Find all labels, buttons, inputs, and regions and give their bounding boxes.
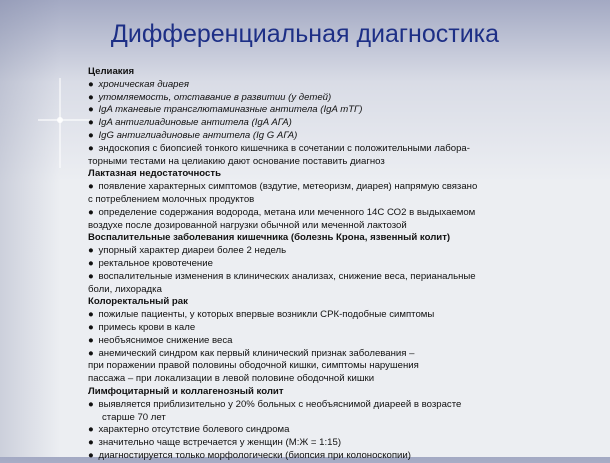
- list-item: ● определение содержания водорода, метана или меченного 14С СО2 в выдыхаемом: [88, 206, 476, 218]
- bullet-icon: ●: [88, 91, 94, 103]
- list-item: ● хроническая диарея: [88, 78, 189, 90]
- list-item: ● значительно чаще встречается у женщин (М:Ж = 1:15): [88, 437, 342, 449]
- list-item-continuation: старше 70 лет: [102, 411, 166, 423]
- list-item: ● ректальное кровотечение: [88, 257, 213, 269]
- list-item: ● выявляется приблизительно у 20% больных с необъяснимой диареей в возрасте: [88, 398, 462, 410]
- list-item-continuation: воздухе после дозированной нагрузки обычной или меченной лактозой: [88, 219, 407, 231]
- list-item: ● анемический синдром как первый клинический признак заболевания –: [88, 347, 415, 359]
- bullet-icon: ●: [88, 117, 94, 129]
- list-item-continuation: торными тестами на целиакию дают основание поставить диагноз: [88, 155, 385, 167]
- list-item: ● эндоскопия с биопсией тонкого кишечника в сочетании с положительными лабора-: [88, 142, 470, 154]
- bullet-icon: ●: [88, 245, 94, 257]
- bullet-icon: ●: [88, 334, 94, 346]
- list-item: ● характерно отсутствие болевого синдрома: [88, 424, 290, 436]
- list-item: ● утомляемость, отставание в развитии (у детей): [88, 91, 332, 103]
- bullet-icon: ●: [88, 129, 94, 141]
- slide-title: Дифференциальная диагностика: [110, 20, 500, 48]
- section-heading-microscopic-colitis: Лимфоцитарный и коллагенозный колит: [88, 385, 284, 397]
- list-item-continuation: боли, лихорадка: [88, 283, 162, 295]
- section-heading-lactase: Лактазная недостаточность: [88, 168, 221, 180]
- section-heading-colorectal: Колоректальный рак: [88, 296, 188, 308]
- bullet-icon: ●: [88, 347, 94, 359]
- list-item: ● IgG антиглиадиновые антитела (Ig G АГА): [88, 129, 298, 141]
- left-shade-decoration: [0, 0, 60, 457]
- list-item: ● IgA тканевые трансглютаминазные антитела (IgA тТГ): [88, 104, 363, 116]
- sparkle-decoration: [38, 78, 90, 168]
- bullet-icon: ●: [88, 424, 94, 436]
- list-item: ● диагностируется только морфологически (биопсия при колоноскопии): [88, 449, 411, 461]
- bullet-icon: ●: [88, 206, 94, 218]
- bullet-icon: ●: [88, 142, 94, 154]
- slide-body: [88, 66, 500, 463]
- bullet-icon: ●: [88, 398, 94, 410]
- bullet-icon: ●: [88, 104, 94, 116]
- bullet-icon: ●: [88, 270, 94, 282]
- list-item: ● IgA антиглиадиновые антитела (IgA АГА): [88, 117, 292, 129]
- bullet-icon: ●: [88, 257, 94, 269]
- bullet-icon: ●: [88, 181, 94, 193]
- bullet-icon: ●: [88, 321, 94, 333]
- bullet-icon: ●: [88, 437, 94, 449]
- list-item: ● воспалительные изменения в клинических анализах, снижение веса, перианальные: [88, 270, 476, 282]
- list-item: ● примесь крови в кале: [88, 321, 196, 333]
- list-item-continuation: при поражении правой половины ободочной кишки, симптомы нарушения: [88, 360, 419, 372]
- list-item: ● появление характерных симптомов (вздутие, метеоризм, диарея) напрямую связано: [88, 181, 478, 193]
- bullet-icon: ●: [88, 309, 94, 321]
- list-item: ● упорный характер диареи более 2 недель: [88, 245, 287, 257]
- list-item: ● пожилые пациенты, у которых впервые возникли СРК-подобные симптомы: [88, 309, 435, 321]
- bullet-icon: ●: [88, 449, 94, 461]
- list-item: ● необъяснимое снижение веса: [88, 334, 233, 346]
- section-heading-celiac: Целиакия: [88, 66, 135, 77]
- list-item-continuation: пассажа – при локализации в левой половине ободочной кишки: [88, 373, 375, 385]
- bullet-icon: ●: [88, 78, 94, 90]
- section-heading-ibd: Воспалительные заболевания кишечника (болезнь Крона, язвенный колит): [88, 232, 451, 244]
- list-item-continuation: с потреблением молочных продуктов: [88, 193, 255, 205]
